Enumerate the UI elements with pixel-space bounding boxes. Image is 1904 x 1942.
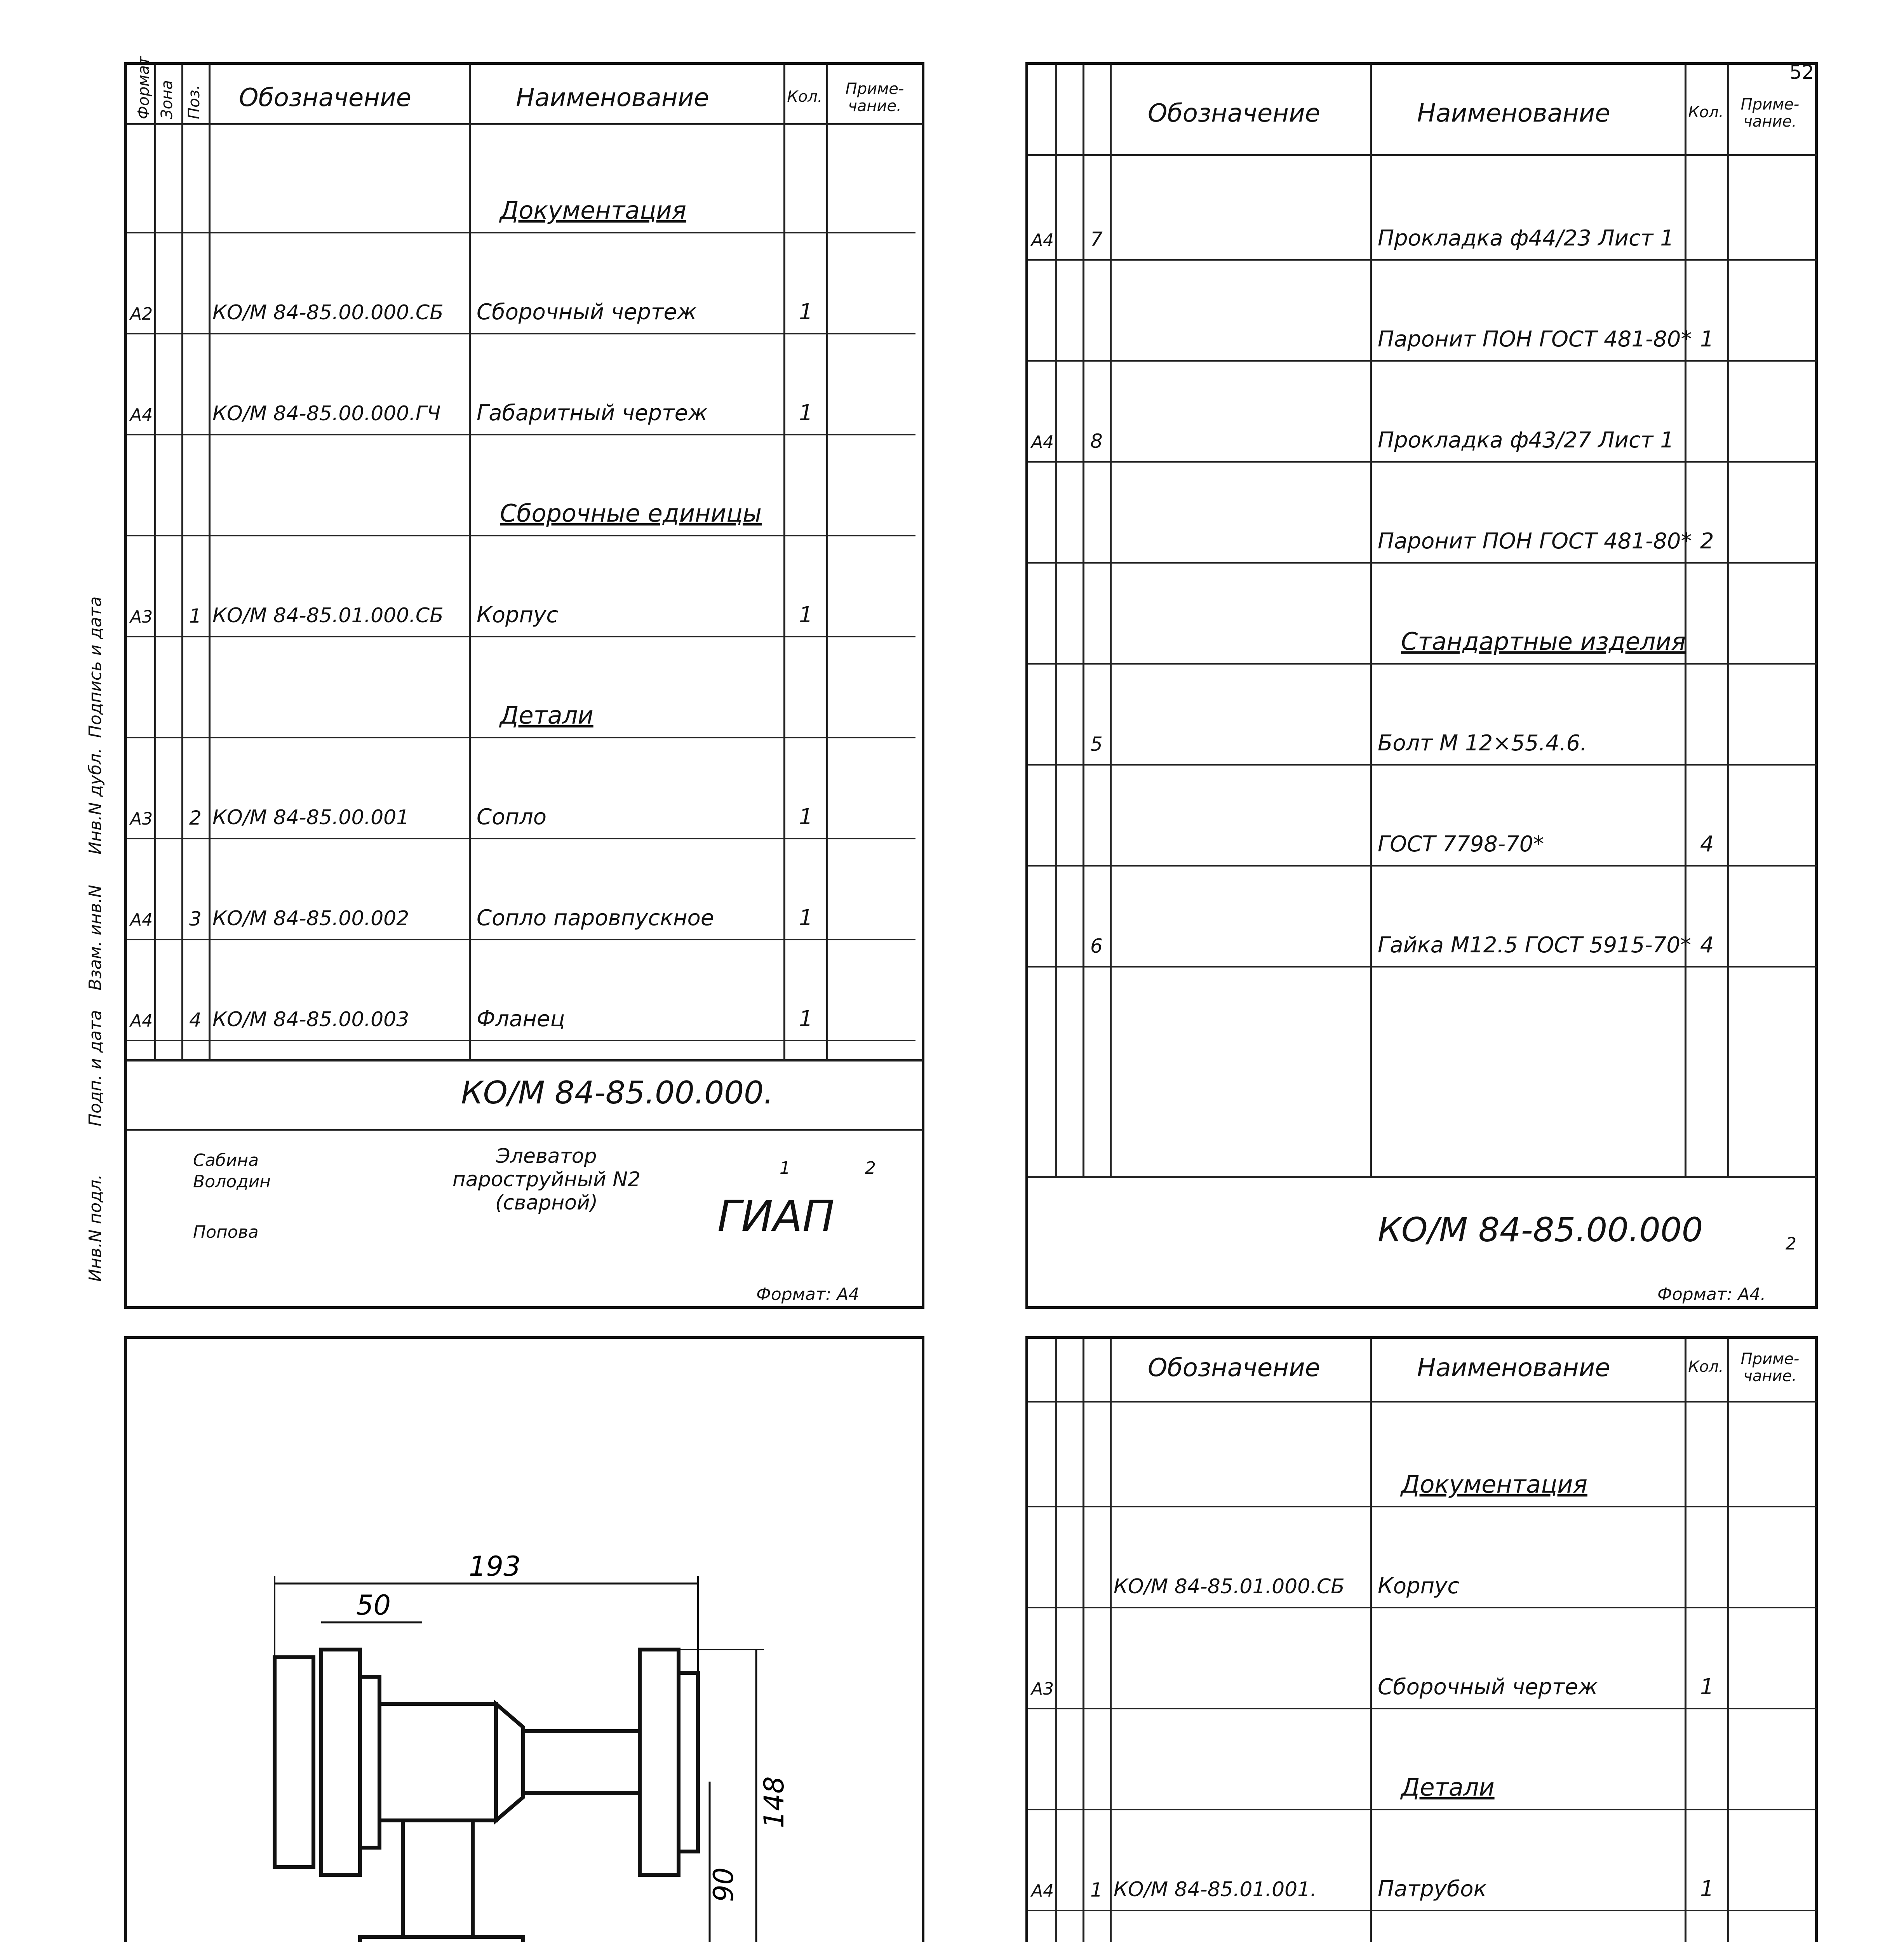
sheet-3 [124, 1336, 924, 1942]
row-format: А3 [1031, 1679, 1054, 1699]
row-format: А4 [1031, 1881, 1054, 1901]
row-qty: 1 [1700, 1876, 1714, 1902]
hdr-pos: Поз. [185, 85, 203, 119]
margin-inv-podl: Инв.N подл. [85, 1174, 105, 1282]
sheet-1 [124, 56, 924, 1309]
margin-podp-data2: Подпись и дата [85, 596, 105, 738]
margin-podp-data: Подп. и дата [85, 1010, 105, 1126]
hdr-name: Наименование [1417, 99, 1610, 128]
hdr-designation: Обозначение [1147, 99, 1321, 128]
flange-left-inner [321, 1650, 360, 1875]
dim-90: 90 [708, 1867, 740, 1902]
row-name: Габаритный чертеж [477, 400, 708, 426]
tb-nkontr: Попова [193, 1222, 259, 1242]
row-format: А4 [1031, 432, 1054, 452]
row-name: Прокладка ф44/23 Лист 1 [1378, 226, 1674, 251]
hdr-zone: Зона [158, 80, 176, 119]
hdr-format: Формат [135, 56, 153, 119]
row-format: А4 [130, 1011, 153, 1031]
row-qty: 1 [799, 299, 813, 325]
hdr-name: Наименование [1417, 1354, 1610, 1382]
row-designation: КО/М 84-85.01.000.СБ [212, 604, 444, 627]
row-designation: КО/М 84-85.00.003 [212, 1008, 409, 1031]
dim-148: 148 [758, 1776, 790, 1828]
doc-code: КО/М 84-85.00.000. [461, 1075, 774, 1111]
elevator-drawing [174, 1533, 873, 1942]
format-label: Формат: А4 [756, 1284, 860, 1304]
row-designation: КО/М 84-85.01.000.СБ [1114, 1575, 1345, 1598]
hdr-designation: Обозначение [1147, 1354, 1321, 1382]
hdr-name: Наименование [516, 84, 709, 112]
row-name: Прокладка ф43/27 Лист 1 [1378, 428, 1674, 453]
hdr-note: Приме-чание. [1740, 96, 1800, 131]
row-pos: 4 [189, 1009, 202, 1031]
row-pos: 1 [1090, 1879, 1103, 1901]
row-pos: 2 [189, 807, 202, 829]
flange-right [640, 1650, 679, 1875]
row-pos: 7 [1090, 228, 1103, 251]
hdr-note: Приме-чание. [845, 80, 904, 115]
row-pos: 5 [1090, 733, 1103, 755]
row-name: Документация [1401, 1470, 1587, 1498]
doc-code: КО/М 84-85.00.000 [1378, 1211, 1703, 1249]
row-format: А4 [130, 910, 153, 930]
row-name: Паронит ПОН ГОСТ 481-80* [1378, 327, 1692, 352]
row-designation: КО/М 84-85.01.001. [1114, 1878, 1317, 1901]
tb-title: Элеватор пароструйный N2 (сварной) [452, 1145, 641, 1215]
format-label: Формат: А4. [1657, 1284, 1766, 1304]
hdr-qty: Кол. [787, 88, 823, 106]
row-name: Детали [500, 701, 593, 729]
tb-org: ГИАП [717, 1191, 835, 1241]
dim-50: 50 [356, 1589, 391, 1621]
row-name: Гайка М12.5 ГОСТ 5915-70* [1378, 933, 1692, 958]
row-qty: 1 [799, 1006, 813, 1032]
row-qty: 1 [799, 400, 813, 426]
row-qty: 1 [1700, 1674, 1714, 1700]
hdr-designation: Обозначение [238, 84, 412, 112]
row-name: Сопло паровпускное [477, 905, 714, 931]
row-format: А3 [130, 607, 153, 627]
row-name: Документация [500, 196, 686, 224]
row-name: Патрубок [1378, 1876, 1487, 1902]
row-qty: 4 [1700, 832, 1714, 857]
hdr-note: Приме-чание. [1740, 1350, 1800, 1385]
row-pos: 6 [1090, 935, 1103, 957]
row-format: А4 [1031, 230, 1054, 250]
row-pos: 1 [189, 605, 202, 627]
row-name: Детали [1401, 1773, 1495, 1801]
row-name: Корпус [1378, 1573, 1460, 1599]
dim-193: 193 [469, 1550, 521, 1582]
row-format: А4 [130, 405, 153, 425]
row-name: Фланец [477, 1006, 565, 1032]
margin-inv-dubl: Инв.N дубл. [85, 748, 105, 854]
row-qty: 1 [799, 804, 813, 830]
sheet-4 [1025, 1336, 1818, 1942]
row-pos: 3 [189, 908, 202, 930]
flange-bottom [360, 1937, 523, 1942]
tb-sheet: 2 [1786, 1234, 1796, 1254]
tb-sheets: 2 [865, 1158, 876, 1178]
row-name: Сопло [477, 804, 547, 830]
row-name: ГОСТ 7798-70* [1378, 832, 1544, 857]
row-designation: КО/М 84-85.00.000.СБ [212, 301, 444, 324]
hdr-qty: Кол. [1688, 1358, 1724, 1376]
sheet-2 [1025, 62, 1818, 1309]
row-name: Сборочный чертеж [477, 299, 697, 325]
row-qty: 1 [799, 905, 813, 931]
outlet-pipe [523, 1731, 640, 1793]
body [379, 1704, 496, 1820]
row-name: Паронит ПОН ГОСТ 481-80* [1378, 529, 1692, 554]
margin-vzam-inv: Взам. инв.N [85, 885, 105, 990]
tb-razrab: Сабина [193, 1150, 259, 1170]
row-name: Стандартные изделия [1401, 627, 1686, 656]
row-qty: 1 [799, 602, 813, 628]
row-name: Сборочный чертеж [1378, 1674, 1598, 1700]
row-qty: 4 [1700, 933, 1714, 958]
row-name: Сборочные единицы [500, 499, 762, 527]
hdr-qty: Кол. [1688, 103, 1724, 121]
row-name: Корпус [477, 602, 559, 628]
row-format: А2 [130, 304, 153, 324]
row-designation: КО/М 84-85.00.000.ГЧ [212, 402, 441, 425]
row-format: А3 [130, 809, 153, 829]
row-designation: КО/М 84-85.00.001 [212, 806, 409, 829]
row-name: Болт М 12×55.4.6. [1378, 731, 1587, 756]
tb-sheet: 1 [780, 1158, 790, 1178]
row-designation: КО/М 84-85.00.002 [212, 907, 409, 930]
bottom-pipe [403, 1820, 473, 1937]
row-qty: 2 [1700, 529, 1714, 554]
flange-left-outer [275, 1657, 313, 1867]
tb-prover: Володин [193, 1172, 271, 1192]
row-qty: 1 [1700, 327, 1714, 352]
row-pos: 8 [1090, 430, 1103, 452]
page-number: 52 [1789, 61, 1814, 84]
